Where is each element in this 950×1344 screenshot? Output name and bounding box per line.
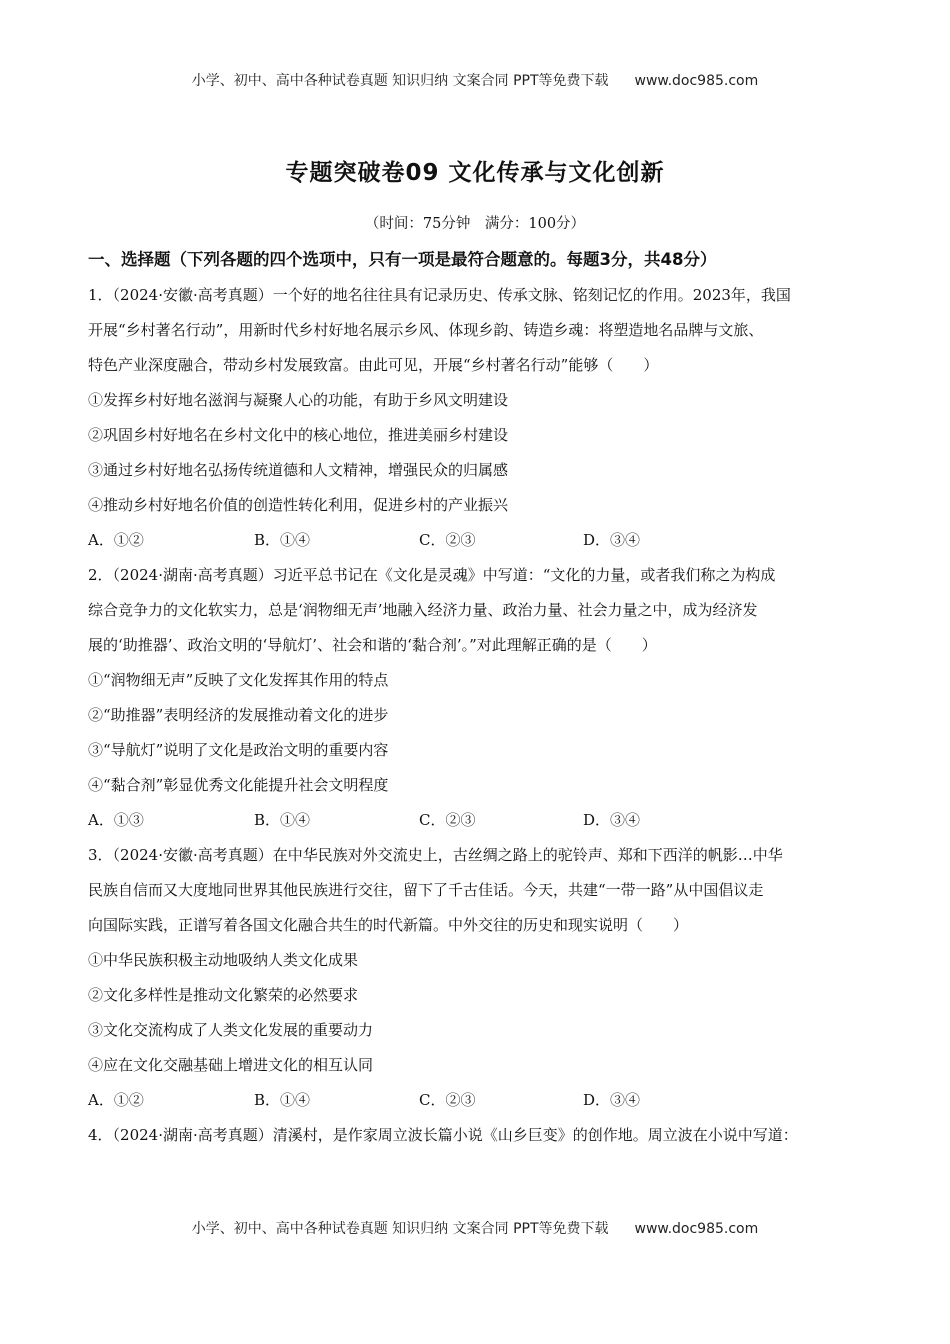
option-d: D．③④ (583, 531, 641, 549)
page-title: 专题突破卷09 文化传承与文化创新 (285, 160, 665, 186)
footer-site-link[interactable]: www.doc985.com (634, 1221, 759, 1237)
question-stem-line: 向国际实践，正谱写着各国文化融合共生的时代新篇。中外交往的历史和现实说明（ ） (88, 916, 689, 934)
option-a: A．①③ (88, 811, 144, 829)
question-item: ②文化多样性是推动文化繁荣的必然要求 (88, 986, 359, 1004)
exam-info: （时间：75分钟 满分：100分） (364, 216, 586, 232)
option-a: A．①② (88, 1091, 144, 1109)
question-4 (88, 1118, 878, 1153)
question-stem-line: 开展“乡村著名行动”，用新时代乡村好地名展示乡风、体现乡韵、铸造乡魂：将塑造地名品牌与文旅、 (88, 321, 764, 339)
question-item: ④应在文化交融基础上增进文化的相互认同 (88, 1056, 374, 1074)
question-3 (88, 838, 878, 1118)
footer-text: 小学、初中、高中各种试卷真题 知识归纳 文案合同 PPT等免费下载 (191, 1221, 609, 1237)
option-b: B．①④ (254, 531, 311, 549)
question-stem-line: 展的‘助推器’、政治文明的‘导航灯’、社会和谐的‘黏合剂’。”对此理解正确的是（ ） (88, 636, 657, 654)
answer-options (88, 803, 878, 838)
question-item: ②“助推器”表明经济的发展推动着文化的进步 (88, 706, 389, 724)
questions-body (88, 278, 878, 1153)
option-a: A．①② (88, 531, 144, 549)
question-item: ①“润物细无声”反映了文化发挥其作用的特点 (88, 671, 389, 689)
question-stem-line: 3．（2024·安徽·高考真题）在中华民族对外交流史上，古丝绸之路上的驼铃声、郑和下西洋的帆影…中华 (88, 846, 783, 864)
question-stem-line: 特色产业深度融合，带动乡村发展致富。由此可见，开展“乡村著名行动”能够（ ） (88, 356, 659, 374)
header-site-link[interactable]: www.doc985.com (634, 73, 759, 89)
question-item: ②巩固乡村好地名在乡村文化中的核心地位，推进美丽乡村建设 (88, 426, 509, 444)
header-text: 小学、初中、高中各种试卷真题 知识归纳 文案合同 PPT等免费下载 (191, 73, 609, 89)
question-item: ③“导航灯”说明了文化是政治文明的重要内容 (88, 741, 389, 759)
option-b: B．①④ (254, 1091, 311, 1109)
question-item: ③文化交流构成了人类文化发展的重要动力 (88, 1021, 374, 1039)
question-stem-line: 2．（2024·湖南·高考真题）习近平总书记在《文化是灵魂》中写道：“文化的力量，或者我们称之为构成 (88, 566, 776, 584)
question-item: ①中华民族积极主动地吸纳人类文化成果 (88, 951, 359, 969)
question-item: ①发挥乡村好地名滋润与凝聚人心的功能，有助于乡风文明建设 (88, 391, 509, 409)
answer-options (88, 1083, 878, 1118)
option-d: D．③④ (583, 811, 641, 829)
question-stem-line: 4．（2024·湖南·高考真题）清溪村，是作家周立波长篇小说《山乡巨变》的创作地。周立波在小说中写道： (88, 1126, 798, 1144)
question-1 (88, 278, 878, 558)
section-heading: 一、选择题（下列各题的四个选项中，只有一项是最符合题意的。每题3分，共48分） (88, 250, 717, 269)
option-c: C．②③ (419, 1091, 476, 1109)
option-b: B．①④ (254, 811, 311, 829)
question-item: ④推动乡村好地名价值的创造性转化利用，促进乡村的产业振兴 (88, 496, 509, 514)
question-stem-line: 民族自信而又大度地同世界其他民族进行交往，留下了千古佳话。今天，共建“一带一路”从中国倡议走 (88, 881, 764, 899)
question-stem-line: 综合竞争力的文化软实力，总是‘润物细无声’地融入经济力量、政治力量、社会力量之中，成为经济发 (88, 601, 758, 619)
option-c: C．②③ (419, 811, 476, 829)
option-d: D．③④ (583, 1091, 641, 1109)
question-item: ④“黏合剂”彰显优秀文化能提升社会文明程度 (88, 776, 389, 794)
question-stem-line: 1．（2024·安徽·高考真题）一个好的地名往往具有记录历史、传承文脉、铭刻记忆的作用。2023年，我国 (88, 286, 791, 304)
page-footer (0, 1218, 950, 1238)
answer-options (88, 523, 878, 558)
question-item: ③通过乡村好地名弘扬传统道德和人文精神，增强民众的归属感 (88, 461, 509, 479)
page-header (0, 70, 950, 90)
option-c: C．②③ (419, 531, 476, 549)
question-2 (88, 558, 878, 838)
